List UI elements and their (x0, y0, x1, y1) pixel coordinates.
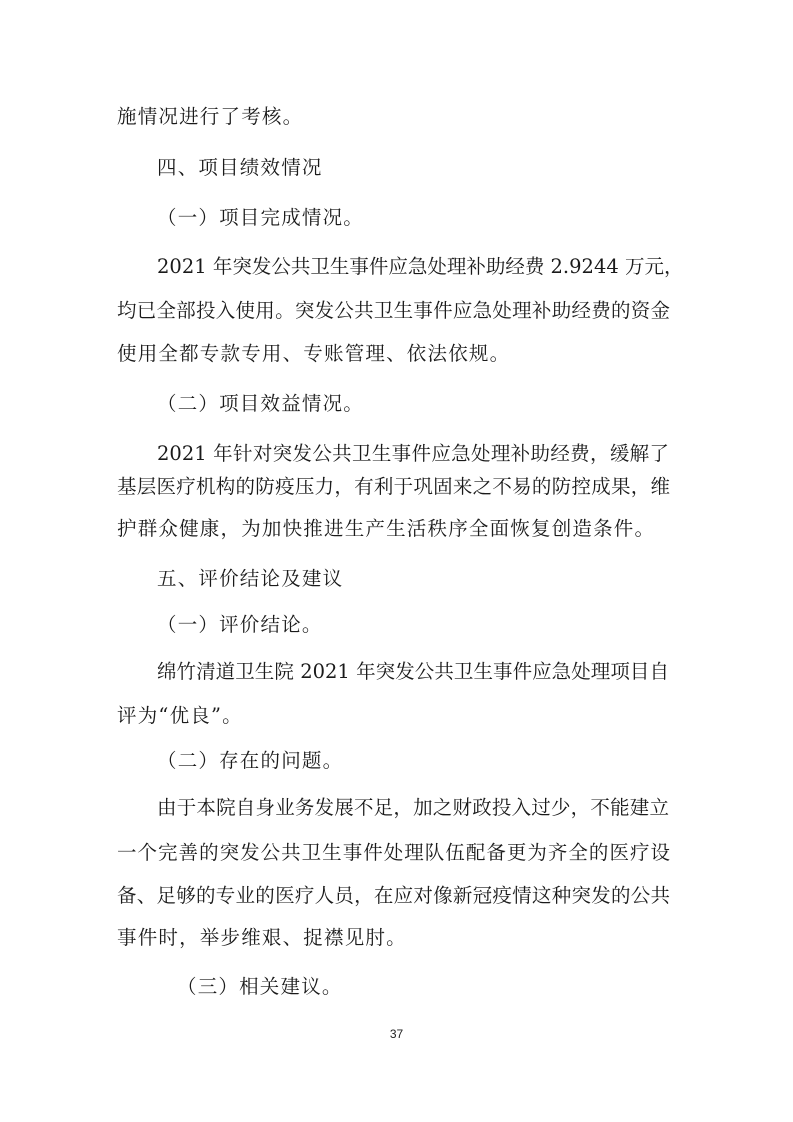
paragraph-line-completion-2: 均已全部投入使用。突发公共卫生事件应急处理补助经费的资金 (117, 299, 670, 322)
section-heading-4: 四、项目绩效情况 (157, 156, 323, 179)
subsection-heading-conclusion: （一）评价结论。 (157, 613, 323, 636)
page-number: 37 (389, 1027, 404, 1041)
paragraph-line-problems-4: 事件时，举步维艰、捉襟见肘。 (117, 926, 407, 949)
subsection-heading-benefit: （二）项目效益情况。 (157, 392, 365, 415)
paragraph-line-benefit-2: 基层医疗机构的防疫压力，有利于巩固来之不易的防控成果，维 (117, 475, 670, 498)
paragraph-line-conclusion-2: 评为“优良”。 (117, 704, 243, 727)
paragraph-line-completion-3: 使用全都专款专用、专账管理、依法依规。 (117, 342, 511, 365)
paragraph-line-problems-1: 由于本院自身业务发展不足，加之财政投入过少，不能建立 (157, 796, 669, 819)
section-heading-5: 五、评价结论及建议 (157, 567, 344, 590)
subsection-heading-problems: （二）存在的问题。 (157, 749, 344, 772)
paragraph-line-1: 施情况进行了考核。 (117, 105, 304, 128)
subsection-heading-suggestions: （三）相关建议。 (177, 975, 343, 998)
paragraph-line-benefit-1: 2021 年针对突发公共卫生事件应急处理补助经费，缓解了 (157, 442, 669, 465)
paragraph-line-problems-2: 一个完善的突发公共卫生事件处理队伍配备更为齐全的医疗设 (117, 841, 670, 864)
paragraph-line-conclusion-1: 绵竹清道卫生院 2021 年突发公共卫生事件应急处理项目自 (157, 660, 669, 683)
subsection-heading-completion: （一）项目完成情况。 (157, 206, 365, 229)
paragraph-line-problems-3: 备、足够的专业的医疗人员，在应对像新冠疫情这种突发的公共 (117, 884, 670, 907)
paragraph-line-benefit-3: 护群众健康，为加快推进生产生活秩序全面恢复创造条件。 (117, 517, 656, 540)
paragraph-line-completion-1: 2021 年突发公共卫生事件应急处理补助经费 2.9244 万元， (157, 255, 684, 278)
